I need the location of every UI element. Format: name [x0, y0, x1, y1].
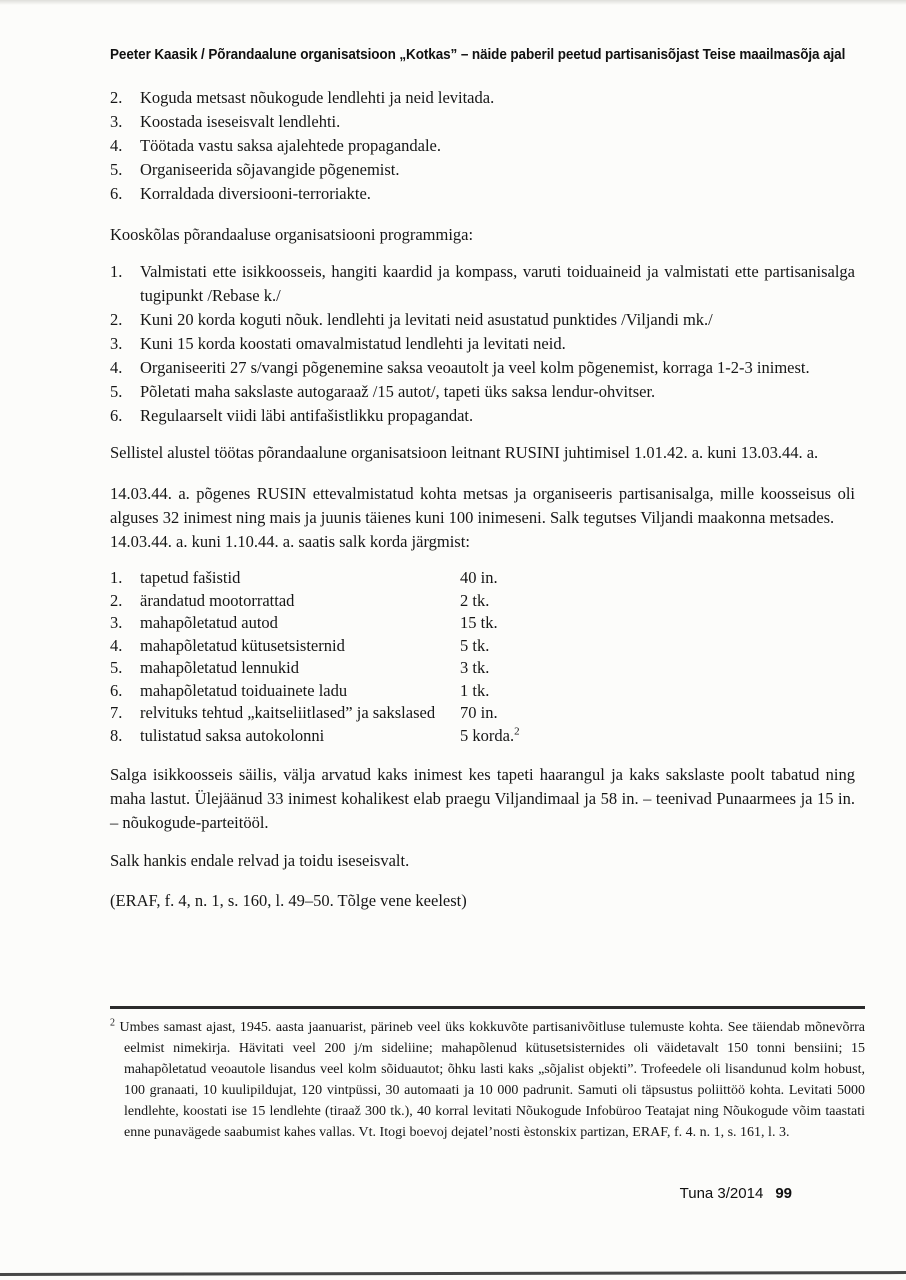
paragraph-rusin-escape: 14.03.44. a. põgenes RUSIN ettevalmistatud kohta metsas ja organiseeris partisanisalga, mille koosseisus oli alguses 32 inimest ning mais ja juunis täienes kuni 100 inimeseni. Salk tegutses Viljandi maakonna metsades. [110, 484, 855, 527]
tasks-list [110, 86, 855, 206]
row-number: 1. [110, 568, 123, 587]
item-number: 2. [110, 310, 123, 329]
row-label: mahapõletatud autod [140, 613, 278, 632]
row-label: mahapõletatud kütusetsisternid [140, 635, 345, 655]
item-number: 6. [110, 184, 123, 203]
page-footer [680, 1185, 792, 1202]
row-value: 40 in. [460, 568, 498, 587]
item-text: Põletati maha sakslaste autogaraaž /15 autot/, tapeti üks saksa lendur-ohvitser. [140, 382, 656, 401]
row-number: 8. [110, 725, 123, 745]
footnote-area [110, 1006, 865, 1143]
item-number: 3. [110, 112, 123, 131]
row-number: 2. [110, 590, 123, 610]
list-item [110, 308, 855, 332]
row-value: 1 tk. [460, 680, 490, 700]
list-item [110, 86, 855, 110]
item-number: 6. [110, 406, 123, 425]
item-text: Regulaarselt viidi läbi antifašistlikku propagandat. [140, 406, 474, 425]
table-row [110, 590, 855, 613]
table-row [110, 680, 855, 703]
footnote-marker: 2 [110, 1017, 115, 1029]
item-number: 5. [110, 382, 123, 401]
source-reference: (ERAF, f. 4, n. 1, s. 160, l. 49–50. Tõlge vene keelest) [110, 891, 467, 910]
list-item [110, 404, 855, 428]
list-item [110, 134, 855, 158]
table-row [110, 657, 855, 680]
row-label: tulistatud saksa autokolonni [140, 725, 325, 745]
item-number: 4. [110, 136, 123, 155]
row-value [460, 725, 520, 748]
item-text: Koostada iseseisvalt lendlehti. [140, 112, 341, 131]
row-value: 15 tk. [460, 613, 498, 632]
list-item [110, 380, 855, 404]
journal-title: Tuna 3/2014 [679, 1185, 764, 1202]
row-label: mahapõletatud toiduainete ladu [140, 680, 348, 700]
running-header: Peeter Kaasik / Põrandaalune organisatsioon „Kotkas” – näide paberil peetud partisanisõjast Teise maailmasõja ajal [110, 46, 846, 63]
row-value: 2 tk. [460, 590, 490, 610]
paragraph-supplies: Salk hankis endale relvad ja toidu iseseisvalt. [110, 851, 410, 870]
row-value: 3 tk. [460, 658, 490, 677]
paragraph-results-intro: 14.03.44. a. kuni 1.10.44. a. saatis salk korda järgmist: [110, 532, 470, 551]
row-label: ärandatud mootorrattad [140, 590, 295, 610]
item-text: Kuni 20 korda koguti nõuk. lendlehti ja levitati neid asustatud punktides /Viljandi mk./ [140, 310, 713, 329]
row-value-text: 5 korda. [460, 725, 515, 745]
row-label: mahapõletatud lennukid [140, 658, 299, 677]
item-number: 5. [110, 160, 123, 179]
item-number: 1. [110, 262, 123, 281]
item-text: Organiseeriti 27 s/vangi põgenemine saksa veoautolt ja veel kolm põgenemist, korraga 1-2-3 inimest. [140, 358, 810, 377]
table-row [110, 702, 855, 725]
row-label: relvituks tehtud „kaitseliitlased” ja sakslased [140, 703, 436, 722]
list-item [110, 182, 855, 206]
footnote-reference: 2 [514, 725, 520, 737]
item-text: Valmistati ette isikkoosseis, hangiti kaardid ja kompass, varuti toiduaineid ja valmistati ette partisanisalga tugipunkt /Rebase k./ [140, 262, 855, 305]
footnote-separator [110, 1006, 865, 1009]
program-list [110, 260, 855, 428]
paragraph-rusini: Sellistel alustel töötas põrandaalune organisatsioon leitnant RUSINI juhtimisel 1.01.42. a. kuni 13.03.44. a. [110, 443, 819, 462]
item-text: Organiseerida sõjavangide põgenemist. [140, 160, 400, 179]
footnote-text: Umbes samast ajast, 1945. aasta jaanuarist, pärineb veel üks kokkuvõte partisanivõitluse tulemuste kohta. See täiendab mõnevõrra eelmist nimekirja. Hävitati veel 200 j/m sideliine; mahapõlenud kütusetsisternides oli väidetavalt 150 tonni bensiini; 15 mahapõletatud veoautole lisandus veel kolm sõiduautot; õhku lasti kaks „sõjalist objekti”. Trofeedele oli lisandunud kolm hobust, 100 granaati, 10 kuulipildujat, 120 vintpüssi, 30 automaati ja 10 000 padrunit. Samuti oli täpsustus poliittöö kohta. Levitati 5000 lendlehte, koostati ise 15 lendlehte (tiraaž 300 tk.), 40 korral levitati Nõukogude Infobüroo Teatajat ning Nõukogude võim taastati enne punavägede saabumist kahes vallas. Vt. Itogi boevoj dejatel’nosti èstonskix partizan, ERAF, f. 4. n. 1, s. 161, l. 3. [119, 1020, 865, 1140]
item-number: 2. [110, 88, 123, 107]
item-text: Koguda metsast nõukogude lendlehti ja neid levitada. [140, 88, 495, 107]
row-label: tapetud fašistid [140, 568, 241, 587]
list-item [110, 110, 855, 134]
results-table [110, 567, 855, 747]
table-row [110, 725, 855, 748]
list-item [110, 332, 855, 356]
scan-bottom-line [0, 1271, 906, 1276]
row-value: 5 tk. [460, 635, 490, 655]
item-number: 3. [110, 334, 123, 353]
program-intro: Kooskõlas põrandaaluse organisatsiooni programmiga: [110, 225, 474, 244]
table-row [110, 567, 855, 590]
item-text: Kuni 15 korda koostati omavalmistatud lendlehti ja levitati neid. [140, 334, 566, 353]
list-item [110, 356, 855, 380]
row-number: 7. [110, 703, 123, 722]
table-row [110, 635, 855, 658]
row-number: 6. [110, 680, 123, 700]
row-number: 4. [110, 635, 123, 655]
scan-top-edge [0, 0, 906, 5]
list-item [110, 260, 855, 308]
item-text: Korraldada diversiooni-terroriakte. [140, 184, 371, 203]
list-item [110, 158, 855, 182]
article-content [110, 86, 855, 913]
item-text: Töötada vastu saksa ajalehtede propagandale. [140, 136, 441, 155]
row-value: 70 in. [460, 703, 498, 722]
paragraph-squad-fate: Salga isikkoosseis säilis, välja arvatud kaks inimest kes tapeti haarangul ja kaks sakslaste poolt tabatud ning maha lastut. Ülejäänud 33 inimest kohalikest elab praegu Viljandimaal ja 58 in. – teenivad Punaarmees ja 15 in. – nõukogude-parteitööl. [110, 765, 855, 832]
item-number: 4. [110, 358, 123, 377]
footnote [110, 1017, 865, 1143]
row-number: 3. [110, 613, 123, 632]
page-number: 99 [775, 1185, 792, 1202]
row-number: 5. [110, 658, 123, 677]
table-row [110, 612, 855, 635]
